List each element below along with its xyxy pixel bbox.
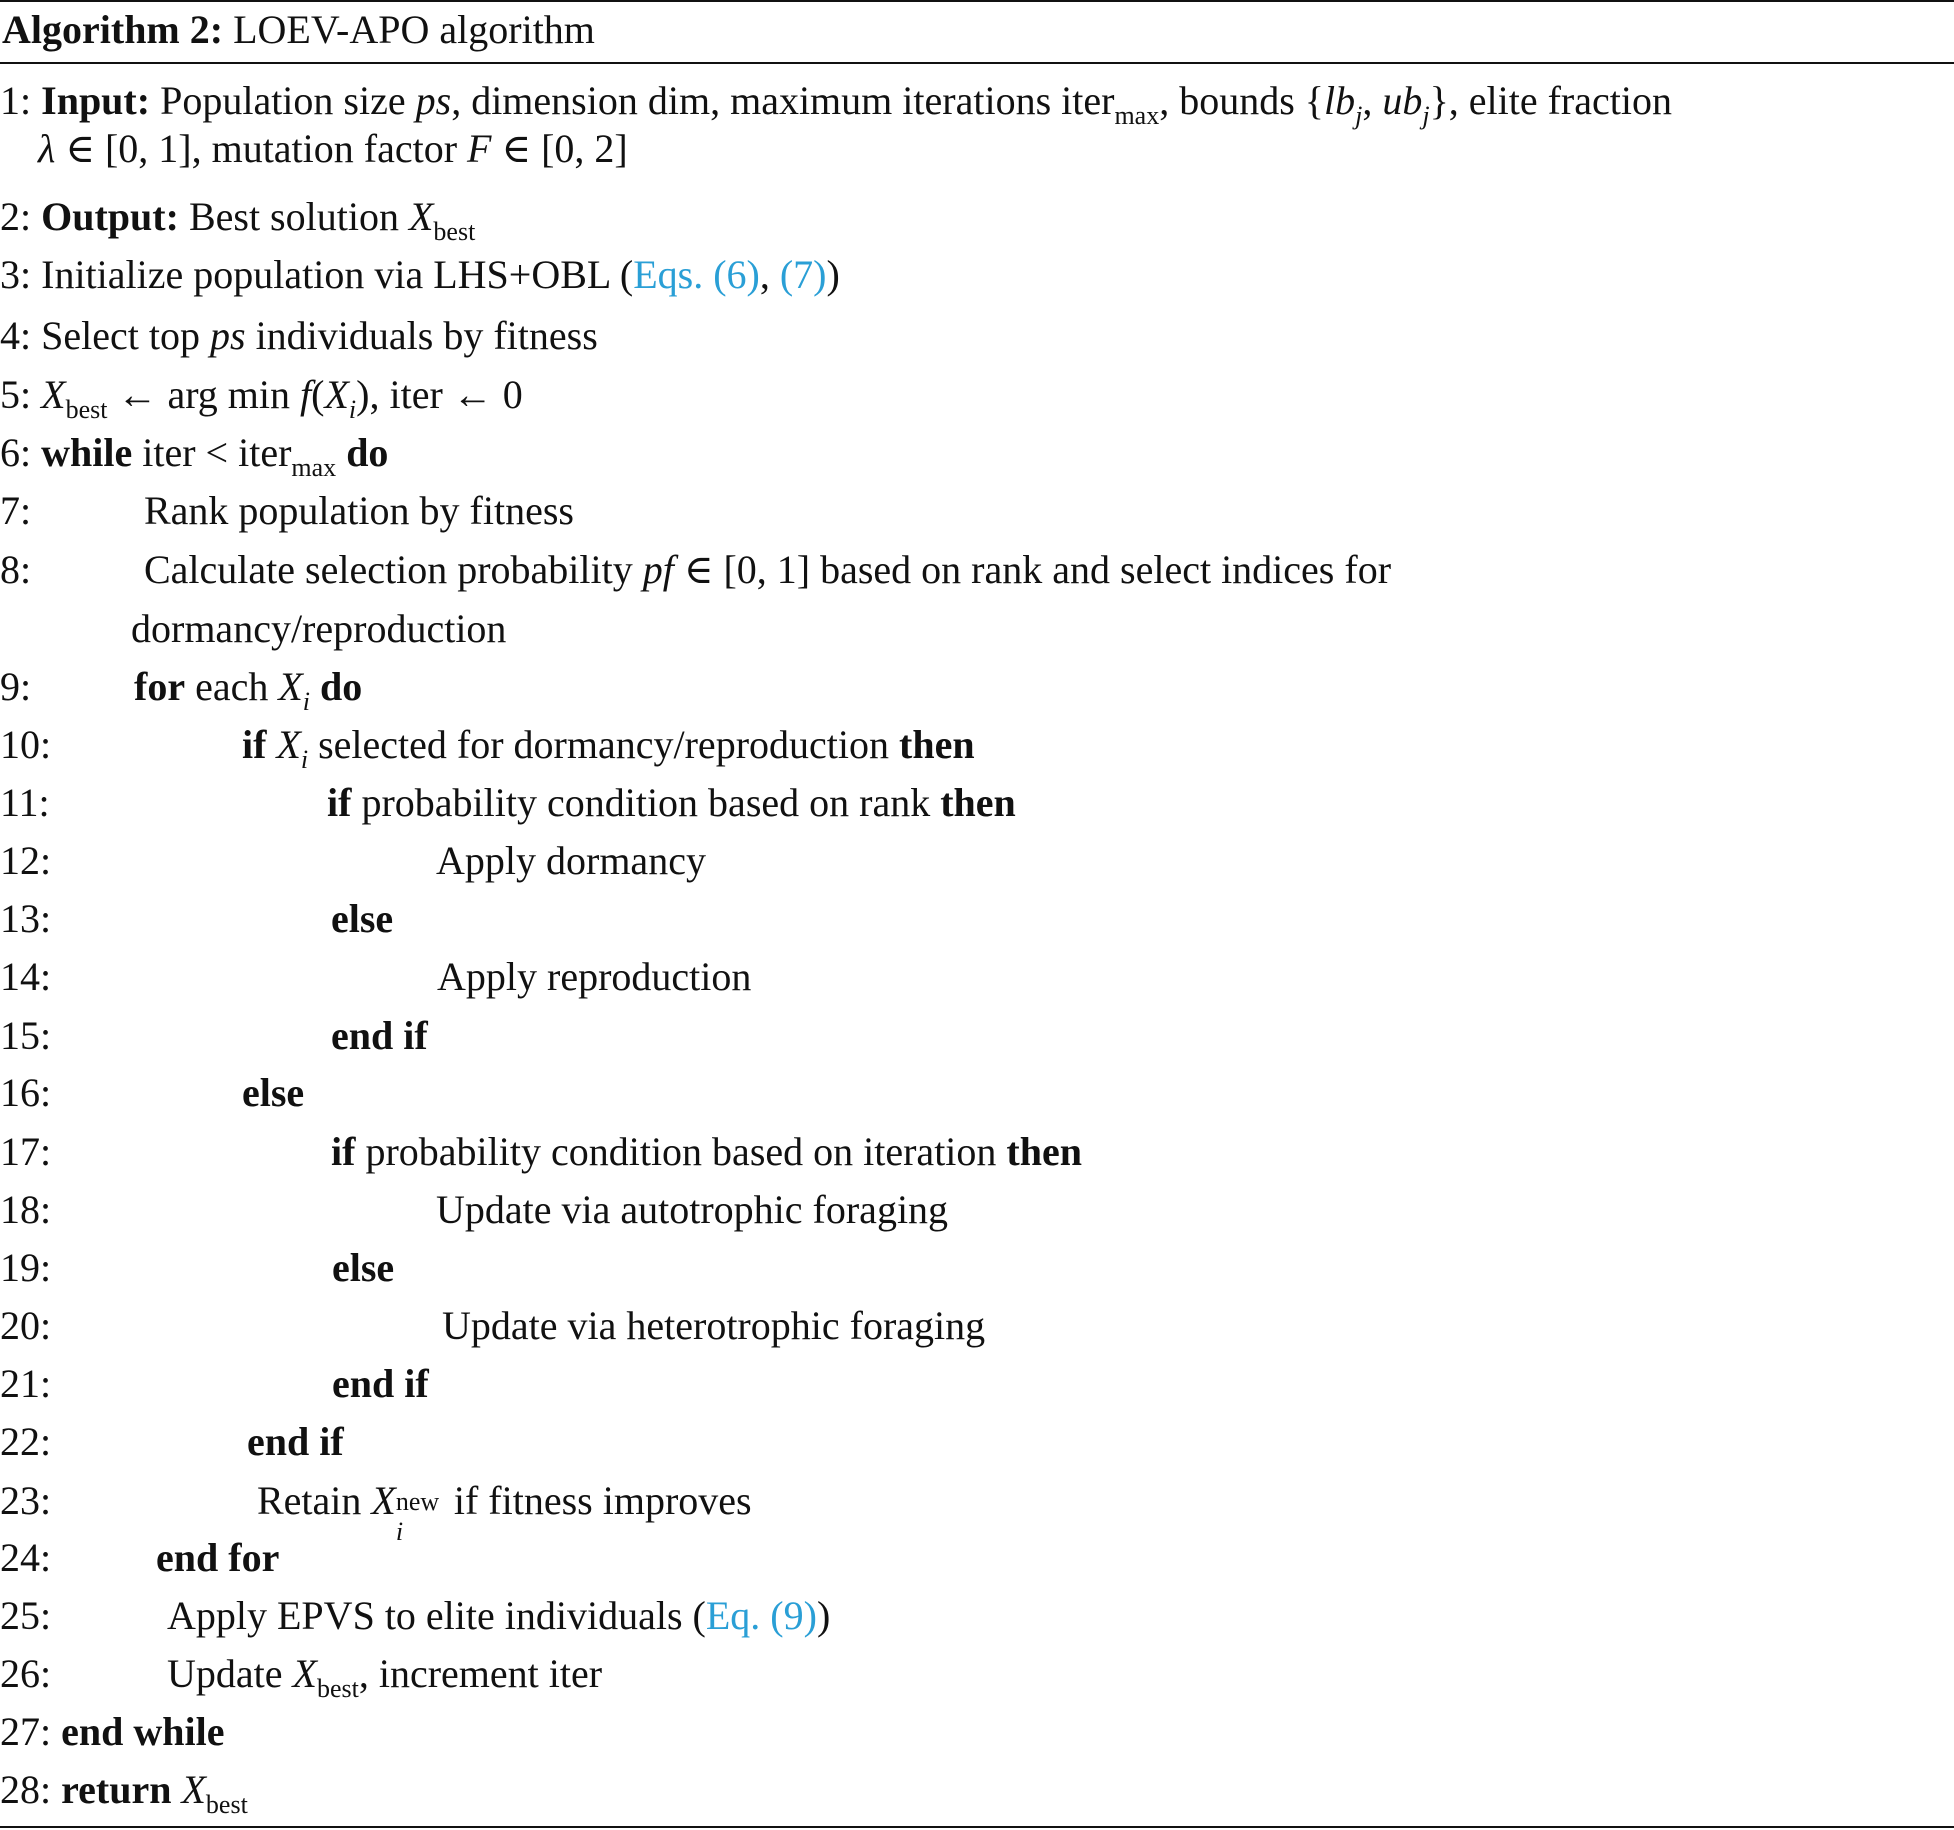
- keyword-do: do: [320, 664, 363, 709]
- line-number: 1:: [0, 78, 32, 123]
- line-text: individuals by fitness: [255, 313, 598, 358]
- line-number: 6:: [0, 430, 32, 475]
- line-text: ∈ [0, 2]: [491, 126, 628, 171]
- line-number: 25:: [0, 1593, 52, 1638]
- keyword-else: else: [332, 1245, 395, 1290]
- line-text: ): [816, 1593, 831, 1638]
- keyword-if: if: [327, 780, 352, 825]
- line-text: Update: [167, 1651, 283, 1696]
- algorithm-caption: [2, 3, 595, 57]
- line-number: 27:: [0, 1709, 52, 1754]
- keyword-else: else: [242, 1070, 305, 1115]
- line-number: 5:: [0, 372, 32, 417]
- line-number: 20:: [0, 1303, 52, 1348]
- line-number: 16:: [0, 1070, 52, 1115]
- var-X: X: [408, 194, 434, 239]
- caption-label: Algorithm 2:: [2, 7, 224, 52]
- var-X: X: [371, 1478, 396, 1523]
- subscript-best: best: [433, 217, 476, 246]
- keyword-if: if: [331, 1129, 356, 1174]
- keyword-while: while: [41, 430, 133, 475]
- line-number: 9:: [0, 664, 32, 709]
- line-text: Apply dormancy: [436, 838, 706, 883]
- var-ub: ub: [1382, 78, 1423, 123]
- line-text: Update via autotrophic foraging: [436, 1187, 949, 1232]
- line-number: 8:: [0, 547, 32, 592]
- keyword-end-if: end if: [247, 1419, 344, 1464]
- equation-link-7[interactable]: (7): [779, 252, 827, 297]
- line-text: , increment iter: [358, 1651, 603, 1696]
- top-rule: [0, 0, 1954, 2]
- var-X: X: [276, 722, 301, 767]
- line-text: Select top: [41, 313, 200, 358]
- line-text: }, elite fraction: [1429, 78, 1672, 123]
- line-1-cont: [38, 124, 628, 174]
- var-pf: pf: [642, 547, 674, 592]
- line-number: 14:: [0, 954, 52, 999]
- var-X: X: [278, 664, 303, 709]
- line-number: 7:: [0, 488, 32, 533]
- line-27: [0, 1707, 224, 1757]
- line-number: 24:: [0, 1535, 52, 1580]
- line-number: 21:: [0, 1361, 52, 1406]
- bottom-rule: [0, 1826, 1954, 1828]
- var-X: X: [292, 1651, 317, 1696]
- var-ps: ps: [209, 313, 246, 358]
- line-number: 11:: [0, 780, 50, 825]
- line-text: Best solution: [188, 194, 399, 239]
- keyword-input: Input:: [41, 78, 151, 123]
- line-text: ← arg min: [117, 372, 291, 417]
- equation-link-9[interactable]: Eq. (9): [705, 1593, 817, 1638]
- keyword-then: then: [1006, 1129, 1082, 1174]
- keyword-return: return: [61, 1767, 172, 1812]
- keyword-end-for: end for: [156, 1535, 280, 1580]
- caption-title: LOEV-APO algorithm: [233, 7, 595, 52]
- line-text: , bounds {: [1159, 78, 1324, 123]
- line-4: [0, 311, 598, 361]
- subscript-max: max: [291, 453, 337, 482]
- keyword-output: Output:: [41, 194, 179, 239]
- line-text: iter < iter: [142, 430, 292, 475]
- var-ps: ps: [415, 78, 452, 123]
- equation-link-6[interactable]: Eqs. (6): [633, 252, 760, 297]
- line-text: Update via heterotrophic foraging: [442, 1303, 986, 1348]
- var-lambda: λ: [38, 126, 56, 171]
- subscript-i: i: [395, 1517, 404, 1546]
- subscript-max: max: [1114, 101, 1160, 130]
- line-text: Rank population by fitness: [144, 488, 574, 533]
- script-new-i: [395, 1487, 454, 1546]
- keyword-end-if: end if: [332, 1361, 429, 1406]
- superscript-new: new: [395, 1487, 440, 1516]
- subscript-i: i: [348, 395, 357, 424]
- subscript-i: i: [302, 687, 311, 716]
- line-number: 23:: [0, 1478, 52, 1523]
- line-text: selected for dormancy/reproduction: [318, 722, 889, 767]
- line-text: Initialize population via LHS+OBL (: [41, 252, 634, 297]
- line-number: 15:: [0, 1013, 52, 1058]
- var-f: f: [300, 372, 312, 417]
- line-text: ,: [759, 252, 780, 297]
- line-number: 18:: [0, 1187, 52, 1232]
- subscript-i: i: [300, 745, 309, 774]
- subscript-j: j: [1355, 101, 1363, 130]
- line-text: (: [311, 372, 325, 417]
- keyword-end-while: end while: [61, 1709, 225, 1754]
- line-text: ,: [1362, 78, 1373, 123]
- subscript-best: best: [316, 1674, 359, 1703]
- keyword-end-if: end if: [331, 1013, 428, 1058]
- keyword-if: if: [242, 722, 267, 767]
- line-text: each: [195, 664, 269, 709]
- keyword-then: then: [899, 722, 975, 767]
- var-lb: lb: [1323, 78, 1356, 123]
- line-text: Calculate selection probability: [144, 547, 633, 592]
- line-text: ): [826, 252, 840, 297]
- line-text: dormancy/reproduction: [131, 606, 507, 651]
- line-text: ), iter ← 0: [356, 372, 523, 417]
- var-X: X: [324, 372, 349, 417]
- subscript-j: j: [1422, 101, 1430, 130]
- subscript-best: best: [65, 395, 108, 424]
- subscript-best: best: [205, 1790, 248, 1819]
- line-text: ∈ [0, 1] based on rank and select indices for: [683, 547, 1392, 592]
- line-text: Apply reproduction: [437, 954, 752, 999]
- caption-rule: [0, 62, 1954, 64]
- line-number: 4:: [0, 313, 32, 358]
- line-number: 19:: [0, 1245, 52, 1290]
- line-text: , dimension dim, maximum iterations iter: [451, 78, 1115, 123]
- line-number: 26:: [0, 1651, 52, 1696]
- line-number: 2:: [0, 194, 32, 239]
- keyword-then: then: [940, 780, 1016, 825]
- line-text: if fitness improves: [453, 1478, 752, 1523]
- line-text: Retain: [257, 1478, 362, 1523]
- line-2: [0, 192, 475, 257]
- line-text: ∈ [0, 1], mutation factor: [55, 126, 458, 171]
- keyword-for: for: [134, 664, 186, 709]
- line-number: 17:: [0, 1129, 52, 1174]
- line-number: 28:: [0, 1767, 52, 1812]
- var-F: F: [467, 126, 492, 171]
- line-text: Population size: [160, 78, 406, 123]
- line-8-cont: [131, 604, 506, 654]
- line-number: 13:: [0, 896, 52, 941]
- line-text: probability condition based on rank: [361, 780, 931, 825]
- var-X: X: [181, 1767, 206, 1812]
- line-text: Apply EPVS to elite individuals (: [167, 1593, 706, 1638]
- line-3: [0, 250, 840, 300]
- var-X: X: [41, 372, 66, 417]
- keyword-else: else: [331, 896, 394, 941]
- keyword-do: do: [346, 430, 389, 475]
- line-number: 3:: [0, 252, 32, 297]
- line-number: 22:: [0, 1419, 52, 1464]
- line-28: [0, 1765, 248, 1830]
- line-5: [0, 370, 523, 435]
- line-number: 10:: [0, 722, 52, 767]
- line-text: probability condition based on iteration: [365, 1129, 997, 1174]
- line-number: 12:: [0, 838, 52, 883]
- line-6: [0, 428, 388, 493]
